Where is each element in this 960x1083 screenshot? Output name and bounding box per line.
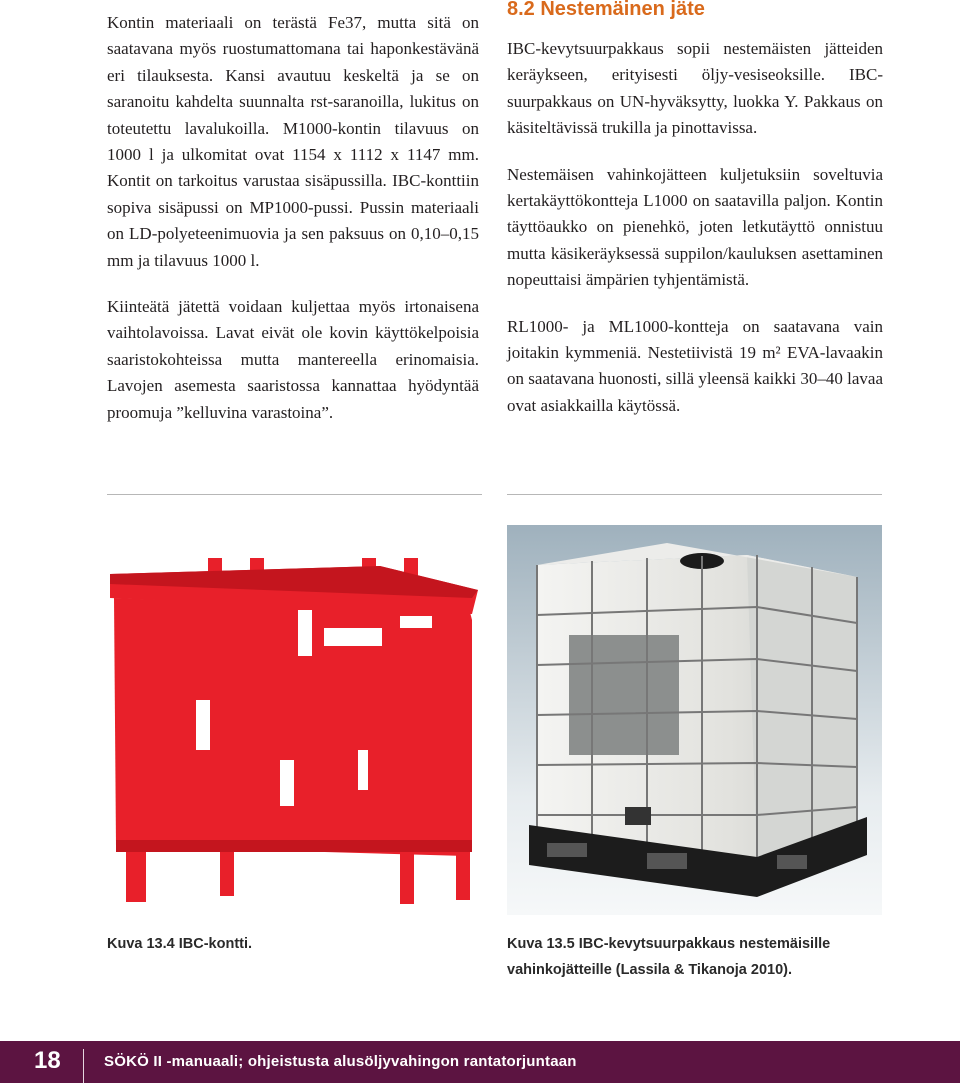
red-container-body <box>110 558 478 904</box>
divider-right <box>507 494 882 495</box>
left-paragraph-1: Kontin materiaali on terästä Fe37, mutta sitä on saatavana myös ruostumattomana tai haponkestävänä eri tilauksesta. Kansi avautuu keskeltä ja se on saranoitu kahdelta suunnalta rst-saranoilla, lukitus on toteutettu lavalukoilla. M1000-kontin tilavuus on 1000 l ja ulkomitat ovat 1154 x 1112 x 1147 mm. Kontit on tarkoitus varustaa sisäpussilla. IBC-konttiin sopiva sisäpussi on MP1000-pussi. Pussin materiaali on LD-polyeteenimuovia ja sen paksuus on 0,10–0,15 mm ja tilavuus 1000 l. <box>107 13 479 270</box>
red-container-image <box>100 550 485 910</box>
right-text-column <box>507 36 883 439</box>
figure-caption-left: Kuva 13.4 IBC-kontti. <box>107 936 253 952</box>
ibc-tank-image <box>507 525 882 915</box>
right-paragraph-3: RL1000- ja ML1000-kontteja on saatavana vain joitakin kymmeniä. Nestetiivistä 19 m² EVA-lavaakin on saatavana huonosti, sillä yleensä kaikki 30–40 lavaa ovat asiakkailla käytössä. <box>507 316 883 415</box>
right-paragraph-1: IBC-kevytsuurpakkaus sopii nestemäisten jätteiden keräykseen, erityisesti öljy-vesiseoksille. IBC-suurpakkaus on UN-hyväksytty, luokka Y. Pakkaus on käsiteltävissä trukilla ja pinottavissa. <box>507 39 883 138</box>
page-number: 18 <box>34 1047 61 1074</box>
divider-left <box>107 494 482 495</box>
page-footer <box>0 1041 960 1083</box>
section-heading: 8.2 Nestemäinen jäte <box>507 0 705 20</box>
figure-caption-right: Kuva 13.5 IBC-kevytsuurpakkaus nestemäisille vahinkojätteille (Lassila & Tikanoja 2010). <box>507 936 831 978</box>
footer-separator <box>83 1049 84 1083</box>
right-paragraph-2: Nestemäisen vahinkojätteen kuljetuksiin soveltuvia kertakäyttökontteja L1000 on saatavilla paljon. Kontin täyttöaukko on pienehkö, joten letkutäyttö onnistuu mutta käsikeräyksessä suppilon/kauluksen asettaminen nopeuttaisi ämpärien tyhjentämistä. <box>507 164 883 290</box>
left-paragraph-2: Kiinteätä jätettä voidaan kuljettaa myös irtonaisena vaihtolavoissa. Lavat eivät ole kovin käyttökelpoisia saaristokohteissa mutta mantereella erinomaisia. Lavojen asemesta saaristossa kannattaa hyödyntää proomuja ”kelluvina varastoina”. <box>107 297 479 422</box>
footer-title: SÖKÖ II -manuaali; ohjeistusta alusöljyvahingon rantatorjuntaan <box>104 1053 577 1070</box>
left-text-column <box>107 10 479 446</box>
